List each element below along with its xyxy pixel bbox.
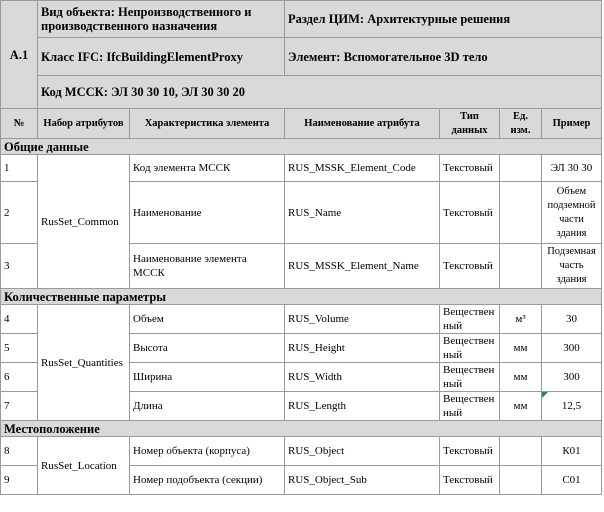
col-example: Пример <box>542 109 602 139</box>
row-attr-name: RUS_Name <box>285 182 440 244</box>
row-num: 4 <box>1 305 38 334</box>
row-data-type: Вещественный <box>440 305 500 334</box>
ifc-class: Класс IFC: IfcBuildingElementProxy <box>38 38 285 76</box>
row-data-type: Текстовый <box>440 466 500 495</box>
row-num: 1 <box>1 155 38 182</box>
row-attr-name: RUS_MSSK_Element_Code <box>285 155 440 182</box>
row-example: С01 <box>542 466 602 495</box>
element-name: Элемент: Вспомогательное 3D тело <box>285 38 602 76</box>
row-characteristic: Наименование <box>130 182 285 244</box>
col-attr-set: Набор атрибутов <box>38 109 130 139</box>
row-unit <box>500 437 542 466</box>
model-section: Раздел ЦИМ: Архитектурные решения <box>285 1 602 38</box>
col-num: № <box>1 109 38 139</box>
row-unit <box>500 182 542 244</box>
row-num: 9 <box>1 466 38 495</box>
table-row <box>1 437 602 466</box>
object-type: Вид объекта: Непроизводственного и производственного назначения <box>38 1 285 38</box>
row-characteristic: Ширина <box>130 363 285 392</box>
row-example: Подземная часть здания <box>542 244 602 289</box>
section-title: Количественные параметры <box>1 289 602 305</box>
row-attr-name: RUS_Height <box>285 334 440 363</box>
row-data-type: Текстовый <box>440 437 500 466</box>
attr-set: RusSet_Location <box>38 437 130 495</box>
row-characteristic: Номер объекта (корпуса) <box>130 437 285 466</box>
row-unit: мм <box>500 363 542 392</box>
row-example: 30 <box>542 305 602 334</box>
table-row <box>1 155 602 182</box>
row-num: 3 <box>1 244 38 289</box>
row-example: К01 <box>542 437 602 466</box>
row-attr-name: RUS_Length <box>285 392 440 421</box>
row-characteristic: Код элемента МССК <box>130 155 285 182</box>
row-data-type: Вещественный <box>440 392 500 421</box>
row-num: 5 <box>1 334 38 363</box>
row-data-type: Вещественный <box>440 363 500 392</box>
row-unit <box>500 466 542 495</box>
row-num: 2 <box>1 182 38 244</box>
section-title: Общие данные <box>1 139 602 155</box>
row-attr-name: RUS_Object <box>285 437 440 466</box>
row-data-type: Текстовый <box>440 155 500 182</box>
row-attr-name: RUS_Width <box>285 363 440 392</box>
row-unit <box>500 244 542 289</box>
row-unit: мм <box>500 392 542 421</box>
row-unit <box>500 155 542 182</box>
row-example: 300 <box>542 363 602 392</box>
col-characteristic: Характеристика элемента <box>130 109 285 139</box>
row-num: 8 <box>1 437 38 466</box>
row-data-type: Вещественный <box>440 334 500 363</box>
row-unit: м³ <box>500 305 542 334</box>
row-num: 6 <box>1 363 38 392</box>
mssk-code: Код МССК: ЭЛ 30 30 10, ЭЛ 30 30 20 <box>38 76 602 109</box>
row-example: Объем подземной части здания <box>542 182 602 244</box>
row-example: 12,5 <box>542 392 602 421</box>
row-characteristic: Длина <box>130 392 285 421</box>
col-attr-name: Наименование атрибута <box>285 109 440 139</box>
attr-set: RusSet_Quantities <box>38 305 130 421</box>
row-example: ЭЛ 30 30 <box>542 155 602 182</box>
row-attr-name: RUS_Volume <box>285 305 440 334</box>
row-characteristic: Наименование элемента МССК <box>130 244 285 289</box>
row-attr-name: RUS_Object_Sub <box>285 466 440 495</box>
col-data-type: Тип данных <box>440 109 500 139</box>
attr-set: RusSet_Common <box>38 155 130 289</box>
row-characteristic: Номер подобъекта (секции) <box>130 466 285 495</box>
row-data-type: Текстовый <box>440 182 500 244</box>
table-row <box>1 305 602 334</box>
row-characteristic: Объем <box>130 305 285 334</box>
row-unit: мм <box>500 334 542 363</box>
col-unit: Ед. изм. <box>500 109 542 139</box>
row-num: 7 <box>1 392 38 421</box>
row-data-type: Текстовый <box>440 244 500 289</box>
header-code: A.1 <box>1 1 38 109</box>
row-example: 300 <box>542 334 602 363</box>
row-attr-name: RUS_MSSK_Element_Name <box>285 244 440 289</box>
section-title: Местоположение <box>1 421 602 437</box>
row-characteristic: Высота <box>130 334 285 363</box>
